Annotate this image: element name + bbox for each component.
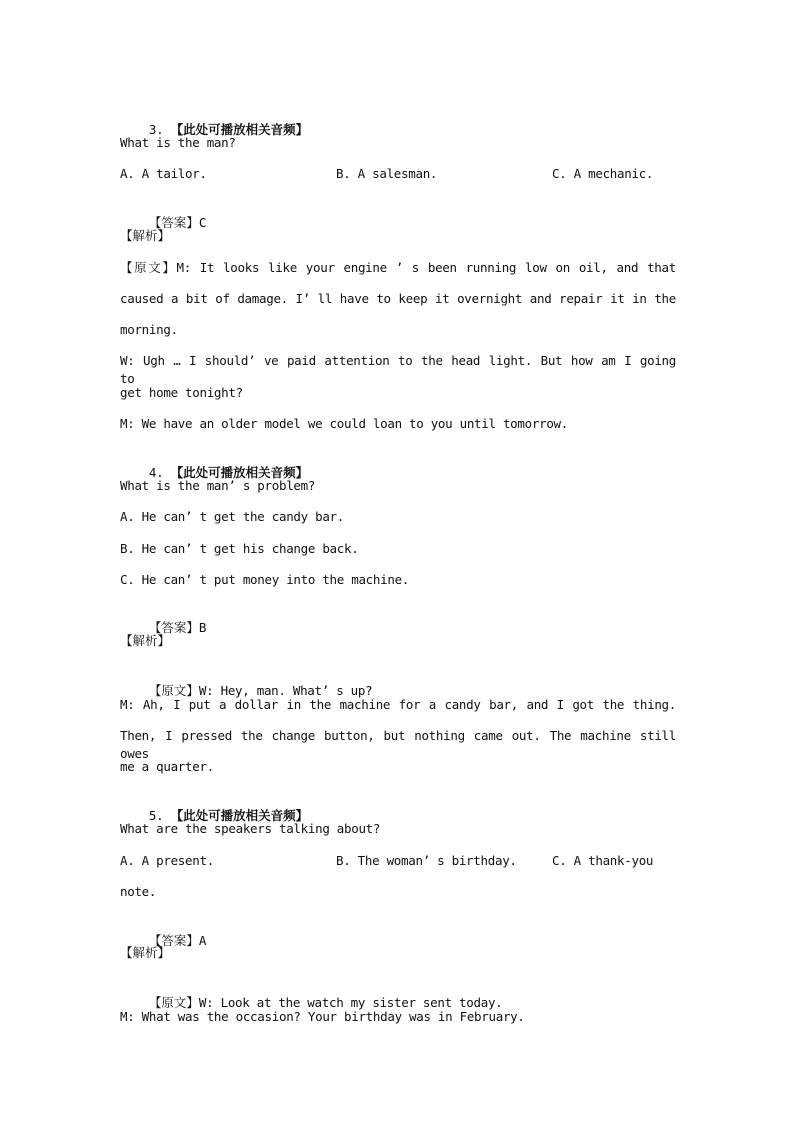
q4-line-1: W: Hey, man. What’ s up? xyxy=(198,683,373,698)
q4-number: 4. xyxy=(148,465,164,480)
q4-option-c: C. He can’ t put money into the machine. xyxy=(120,572,410,587)
q5-analysis-tag: 【解析】 xyxy=(120,945,171,960)
q4-answer-value: B xyxy=(198,620,207,635)
q4-analysis-tag: 【解析】 xyxy=(120,633,171,648)
q5-option-a: A. A present. xyxy=(120,853,214,868)
q5-option-c-continued: note. xyxy=(120,884,157,899)
q4-option-b: B. He can’ t get his change back. xyxy=(120,541,359,556)
q3-line-3: morning. xyxy=(120,322,178,337)
q3-line-2: caused a bit of damage. I’ ll have to keep it overnight and repair it in the xyxy=(120,291,676,306)
q3-line-4: W: Ugh … I should’ ve paid attention to the head light. But how am I going to xyxy=(120,353,676,386)
q5-question: What are the speakers talking about? xyxy=(120,821,381,836)
q5-option-b: B. The woman’ s birthday. xyxy=(336,853,517,868)
q3-line-6: M: We have an older model we could loan to you until tomorrow. xyxy=(120,416,568,431)
q5-number: 5. xyxy=(148,808,164,823)
q5-line-2: M: What was the occasion? Your birthday was in February. xyxy=(120,1009,525,1024)
q5-line-1: W: Look at the watch my sister sent today. xyxy=(198,995,503,1010)
q4-line-2: M: Ah, I put a dollar in the machine for a candy bar, and I got the thing. xyxy=(120,697,676,712)
q5-answer-value: A xyxy=(198,933,207,948)
q3-option-c: C. A mechanic. xyxy=(552,166,654,181)
q4-source-tag: 【原文】 xyxy=(148,683,199,698)
q5-audio-placeholder[interactable]: 【此处可播放相关音频】 xyxy=(170,808,309,823)
q3-line-1: M: It looks like your engine ’ s been running low on oil, and that xyxy=(176,260,676,275)
q4-line-4: me a quarter. xyxy=(120,759,214,774)
q4-option-a: A. He can’ t get the candy bar. xyxy=(120,509,344,524)
q3-audio-placeholder[interactable]: 【此处可播放相关音频】 xyxy=(170,122,309,137)
q4-question: What is the man’ s problem? xyxy=(120,478,316,493)
q4-line-3: Then, I pressed the change button, but nothing came out. The machine still owes xyxy=(120,728,676,761)
q5-answer-tag: 【答案】 xyxy=(148,933,199,948)
q3-option-a: A. A tailor. xyxy=(120,166,207,181)
q4-answer-tag: 【答案】 xyxy=(148,620,199,635)
q3-option-b: B. A salesman. xyxy=(336,166,438,181)
q5-source-tag: 【原文】 xyxy=(148,995,199,1010)
q3-source-tag: 【原文】 xyxy=(120,260,177,275)
q3-answer-tag: 【答案】 xyxy=(148,215,199,230)
q3-analysis-tag: 【解析】 xyxy=(120,228,171,243)
q3-question: What is the man? xyxy=(120,135,236,150)
q3-transcript-line-1 xyxy=(120,259,676,277)
q4-audio-placeholder[interactable]: 【此处可播放相关音频】 xyxy=(170,465,309,480)
q3-line-5: get home tonight? xyxy=(120,385,243,400)
q5-option-c: C. A thank-you xyxy=(552,853,654,868)
q3-number: 3. xyxy=(148,122,164,137)
q3-answer-value: C xyxy=(198,215,207,230)
